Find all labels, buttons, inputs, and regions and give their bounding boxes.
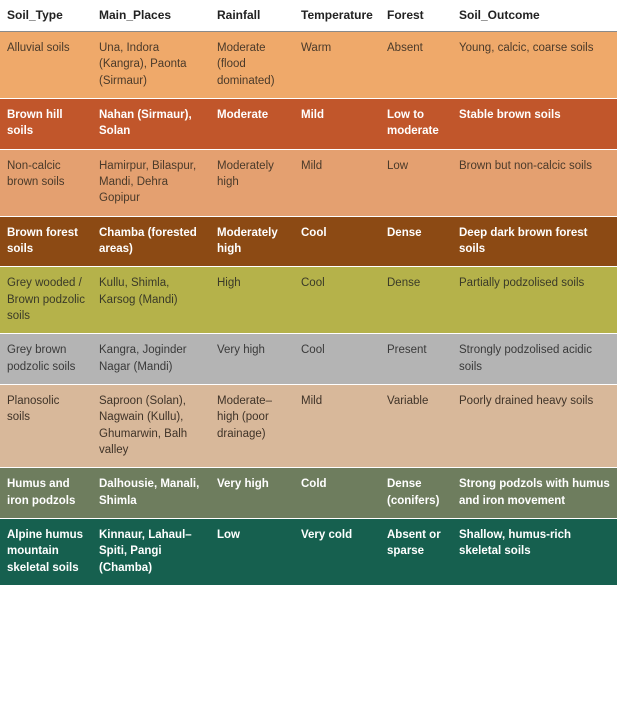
cell-soil-outcome: Poorly drained heavy soils <box>452 384 617 467</box>
cell-soil-outcome: Strong podzols with humus and iron movement <box>452 468 617 519</box>
table-header-row <box>0 0 617 32</box>
cell-temperature: Cool <box>294 334 380 385</box>
table-row <box>0 216 617 267</box>
cell-main-places: Saproon (Solan), Nagwain (Kullu), Ghumarwin, Balh valley <box>92 384 210 467</box>
cell-temperature: Warm <box>294 32 380 99</box>
column-header-forest: Forest <box>380 0 452 32</box>
table-row <box>0 518 617 585</box>
column-header-rainfall: Rainfall <box>210 0 294 32</box>
cell-soil-outcome: Strongly podzolised acidic soils <box>452 334 617 385</box>
cell-main-places: Kullu, Shimla, Karsog (Mandi) <box>92 267 210 334</box>
column-header-main-places: Main_Places <box>92 0 210 32</box>
cell-temperature: Cold <box>294 468 380 519</box>
cell-main-places: Kangra, Joginder Nagar (Mandi) <box>92 334 210 385</box>
table-header <box>0 0 617 32</box>
column-header-soil-outcome: Soil_Outcome <box>452 0 617 32</box>
cell-soil-type: Grey wooded / Brown podzolic soils <box>0 267 92 334</box>
cell-main-places: Dalhousie, Manali, Shimla <box>92 468 210 519</box>
cell-main-places: Nahan (Sirmaur), Solan <box>92 98 210 149</box>
cell-soil-type: Brown hill soils <box>0 98 92 149</box>
table-row <box>0 384 617 467</box>
cell-soil-type: Non-calcic brown soils <box>0 149 92 216</box>
cell-main-places: Kinnaur, Lahaul–Spiti, Pangi (Chamba) <box>92 518 210 585</box>
cell-soil-outcome: Shallow, humus-rich skeletal soils <box>452 518 617 585</box>
cell-soil-outcome: Young, calcic, coarse soils <box>452 32 617 99</box>
column-header-temperature: Temperature <box>294 0 380 32</box>
cell-rainfall: Very high <box>210 334 294 385</box>
cell-rainfall: Moderately high <box>210 216 294 267</box>
cell-soil-type: Alluvial soils <box>0 32 92 99</box>
table-row <box>0 267 617 334</box>
cell-rainfall: Moderate <box>210 98 294 149</box>
table-row <box>0 32 617 99</box>
table-row <box>0 334 617 385</box>
cell-forest: Dense <box>380 216 452 267</box>
cell-temperature: Cool <box>294 267 380 334</box>
cell-soil-type: Alpine humus mountain skeletal soils <box>0 518 92 585</box>
cell-rainfall: High <box>210 267 294 334</box>
cell-forest: Absent or sparse <box>380 518 452 585</box>
column-header-soil-type: Soil_Type <box>0 0 92 32</box>
cell-temperature: Mild <box>294 384 380 467</box>
cell-soil-type: Humus and iron podzols <box>0 468 92 519</box>
cell-soil-outcome: Deep dark brown forest soils <box>452 216 617 267</box>
cell-main-places: Hamirpur, Bilaspur, Mandi, Dehra Gopipur <box>92 149 210 216</box>
table-row <box>0 468 617 519</box>
cell-forest: Variable <box>380 384 452 467</box>
cell-main-places: Chamba (forested areas) <box>92 216 210 267</box>
cell-forest: Low <box>380 149 452 216</box>
cell-soil-type: Planosolic soils <box>0 384 92 467</box>
cell-rainfall: Very high <box>210 468 294 519</box>
cell-rainfall: Moderate–high (poor drainage) <box>210 384 294 467</box>
cell-main-places: Una, Indora (Kangra), Paonta (Sirmaur) <box>92 32 210 99</box>
cell-temperature: Very cold <box>294 518 380 585</box>
cell-soil-type: Brown forest soils <box>0 216 92 267</box>
cell-soil-outcome: Partially podzolised soils <box>452 267 617 334</box>
cell-rainfall: Moderately high <box>210 149 294 216</box>
table-body <box>0 32 617 586</box>
cell-forest: Dense (conifers) <box>380 468 452 519</box>
table-row <box>0 149 617 216</box>
cell-rainfall: Low <box>210 518 294 585</box>
cell-forest: Low to moderate <box>380 98 452 149</box>
table-row <box>0 98 617 149</box>
cell-temperature: Cool <box>294 216 380 267</box>
cell-soil-outcome: Brown but non-calcic soils <box>452 149 617 216</box>
cell-forest: Dense <box>380 267 452 334</box>
cell-forest: Absent <box>380 32 452 99</box>
cell-rainfall: Moderate (flood dominated) <box>210 32 294 99</box>
cell-forest: Present <box>380 334 452 385</box>
cell-temperature: Mild <box>294 149 380 216</box>
cell-soil-type: Grey brown podzolic soils <box>0 334 92 385</box>
cell-soil-outcome: Stable brown soils <box>452 98 617 149</box>
cell-temperature: Mild <box>294 98 380 149</box>
